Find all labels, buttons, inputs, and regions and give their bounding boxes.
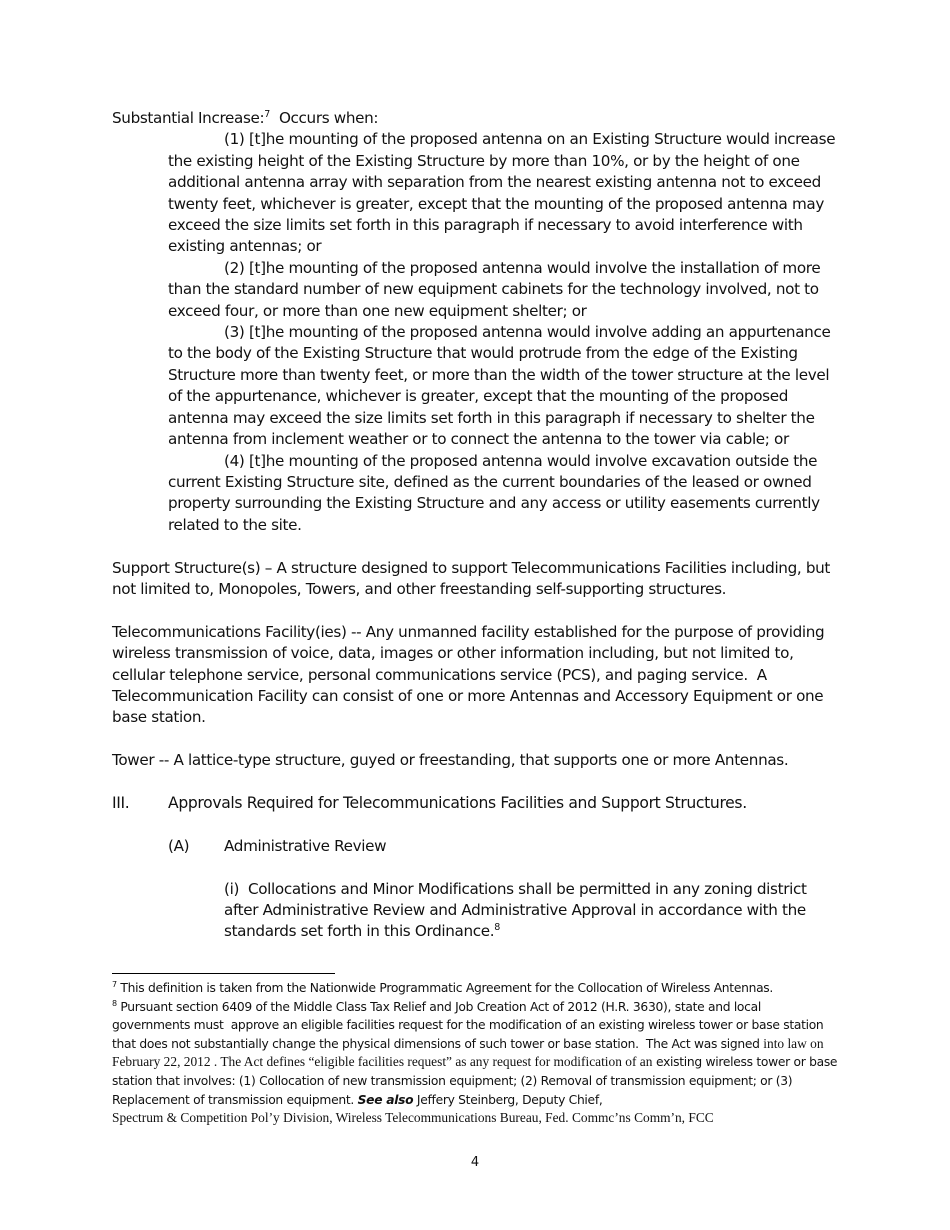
footnote-ref-7[interactable]: 7 bbox=[264, 109, 270, 120]
section-a-text: (i) Collocations and Minor Modifications shall be permitted in any zoning district after Administrative Review and Administrative Approval in accordance with the standards set forth in this Ordinance. bbox=[224, 879, 812, 941]
footnotes bbox=[112, 979, 840, 1128]
section-a-heading bbox=[112, 836, 840, 857]
substantial-increase-heading bbox=[112, 108, 840, 129]
section-a-title: Administrative Review bbox=[224, 836, 387, 855]
page-number: 4 bbox=[470, 1155, 480, 1170]
footnote-8 bbox=[112, 998, 840, 1128]
substantial-increase-list bbox=[112, 129, 840, 536]
footnote-8-serif-b: Spectrum & Competition Pol’y Division, Wireless Telecommunications Bureau, Fed. Commc’ns Comm’n, FCC bbox=[112, 1110, 714, 1126]
section-iii-number: III. bbox=[112, 793, 130, 812]
footnote-8-number: 8 bbox=[112, 998, 117, 1008]
definition-support-structure: Support Structure(s) – A structure designed to support Telecommunications Facilities including, but not limited to, Monopoles, Towers, and other freestanding self-supporting structures. bbox=[112, 558, 831, 598]
list-item: (2) [t]he mounting of the proposed antenna would involve the installation of more than the standard number of new equipment cabinets for the technology involved, not to exceed four, or more than one new equipment shelter; or bbox=[168, 258, 821, 320]
footnote-7-text: This definition is taken from the Nationwide Programmatic Agreement for the Collocation of Wireless Antennas. bbox=[116, 981, 774, 995]
section-iii-heading bbox=[112, 793, 840, 814]
document-body bbox=[112, 108, 840, 943]
footnote-8-text-b: existing wireless tower or base station that involves: (1) Collocation of new transmission equipment; (2) Removal of transmission equipment; or (3) Replacement of transmission equipment. bbox=[112, 1055, 841, 1107]
footnote-ref-8[interactable]: 8 bbox=[494, 922, 500, 934]
substantial-increase-intro: Occurs when: bbox=[269, 109, 379, 127]
footnote-8-text-a: Pursuant section 6409 of the Middle Class Tax Relief and Job Creation Act of 2012 (H.R. 3630), state and local governments must approve an eligible facilities request for the modification of an existing wireless tower or base station that does not substantially change the physical dimensions of such tower or base station. The Act was signed bbox=[112, 999, 828, 1051]
definition-telecom-facility: Telecommunications Facility(ies) -- Any unmanned facility established for the purpose of providing wireless transmission of voice, data, images or other information including, but not limited to, cellular telephone service, personal communications service (PCS), and paging service. A Telecommunication Facility can consist of one or more Antennas and Accessory Equipment or one base station. bbox=[112, 622, 829, 727]
footnote-divider bbox=[112, 973, 335, 974]
definition-tower: Tower -- A lattice-type structure, guyed or freestanding, that supports one or more Antennas. bbox=[112, 751, 789, 770]
list-item: (3) [t]he mounting of the proposed antenna would involve adding an appurtenance to the body of the Existing Structure that would protrude from the edge of the Existing Structure more than twenty feet, or more than the width of the tower structure at the level of the appurtenance, whichever is greater, except that the mounting of the proposed antenna may exceed the size limits set forth in this paragraph if necessary to shelter the antenna from inclement weather or to connect the antenna to the tower via cable; or bbox=[168, 323, 831, 449]
footnote-8-serif-a: into law on February 22, 2012 . The Act defines “eligible facilities request” as any request for modification of an bbox=[112, 1035, 827, 1070]
footnote-7-number: 7 bbox=[112, 980, 117, 989]
list-item: (1) [t]he mounting of the proposed antenna on an Existing Structure would increase the existing height of the Existing Structure by more than 10%, or by the height of one additional antenna array with separation from the nearest existing antenna not to exceed twenty feet, whichever is greater, except that the mounting of the proposed antenna may exceed the size limits set forth in this paragraph if necessary to avoid interference with existing antennas; or bbox=[168, 130, 836, 256]
section-a-number: (A) bbox=[168, 836, 190, 855]
section-iii-title: Approvals Required for Telecommunications Facilities and Support Structures. bbox=[168, 793, 747, 812]
footnote-8-see-also: See also bbox=[357, 1092, 414, 1107]
section-a-paragraph bbox=[112, 879, 840, 943]
footnote-8-text-c: Jeffery Steinberg, Deputy Chief, bbox=[413, 1092, 603, 1107]
footnote-7 bbox=[112, 979, 840, 998]
term-substantial-increase: Substantial Increase: bbox=[112, 109, 265, 127]
list-item: (4) [t]he mounting of the proposed antenna would involve excavation outside the current Existing Structure site, defined as the current boundaries of the leased or owned property surrounding the Existing Structure and any access or utility easements currently related to the site. bbox=[168, 451, 820, 534]
